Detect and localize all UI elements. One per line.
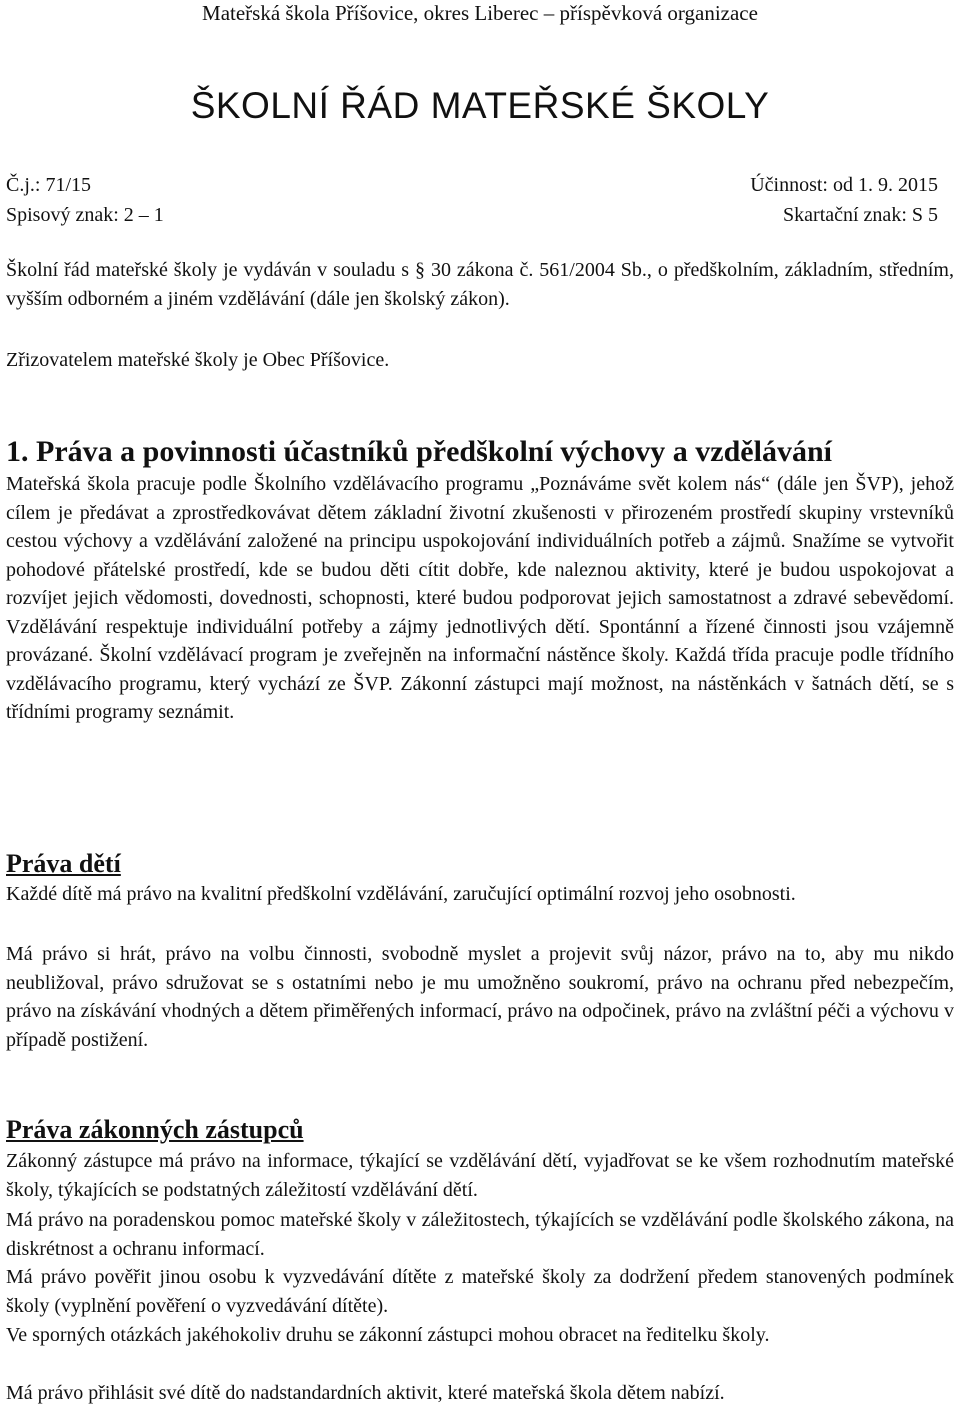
file-code: Spisový znak: 2 – 1 xyxy=(6,204,164,226)
founder-paragraph: Zřizovatelem mateřské školy je Obec Příšovice. xyxy=(6,349,390,371)
intro-paragraph: Školní řád mateřské školy je vydáván v souladu s § 30 zákona č. 561/2004 Sb., o předškolním, základním, středním, vyšším odborném a jiném vzdělávání (dále jen školský zákon). xyxy=(6,259,954,310)
section-1-body: Mateřská škola pracuje podle Školního vzdělávacího programu „Poznáváme svět kolem nás“ (dále jen ŠVP), jehož cílem je předávat a zprostředkovávat dětem základní životní zkušenosti v přirozeném prostředí skupiny vrstevníků cestou výchovy a vzdělávání založené na principu uspokojování individuálních potřeb a zájmů. Snažíme se vytvořit pohodové přátelské prostředí, kde se budou děti cítit dobře, kde naleznou aktivity, které je budou uspokojovat a rozvíjet jejich vědomosti, dovednosti, schopnosti, které budou podporovat jejich samostatnost a zdravé sebevědomí. Vzdělávání respektuje individuální potřeby a zájmy jednotlivých dětí. Spontánní a řízené činnosti jsou vzájemně provázané. Školní vzdělávací program je zveřejněn na informační nástěnce školy. Každá třída pracuje podle třídního vzdělávacího programu, který vychází ze ŠVP. Zákonní zástupci mají možnost, na nástěnkách v šatnách dětí, se s třídními programy seznámit. xyxy=(6,473,954,723)
effective-date: Účinnost: od 1. 9. 2015 xyxy=(750,174,938,196)
guardian-rights-paragraph-4: Ve sporných otázkách jakéhokoliv druhu se zákonní zástupci mohou obracet na ředitelku školy. xyxy=(6,1324,770,1346)
guardian-rights-paragraph-5: Má právo přihlásit své dítě do nadstandardních aktivit, které mateřská škola dětem nabízí. xyxy=(6,1382,725,1404)
guardian-rights-paragraph-1: Zákonný zástupce má právo na informace, týkající se vzdělávání dětí, vyjadřovat se ke všem rozhodnutím mateřské školy, týkajících se podstatných záležitostí vzdělávání dětí. xyxy=(6,1150,954,1201)
shredding-code: Skartační znak: S 5 xyxy=(783,204,938,226)
organization-header: Mateřská škola Příšovice, okres Liberec – příspěvková organizace xyxy=(202,1,758,25)
reference-number: Č.j.: 71/15 xyxy=(6,174,92,196)
guardian-rights-paragraph-3: Má právo pověřit jinou osobu k vyzvedávání dítěte z mateřské školy za dodržení předem stanovených podmínek školy (vyplnění pověření o vyzvedávání dítěte). xyxy=(6,1266,954,1317)
guardian-rights-heading: Práva zákonných zástupců xyxy=(6,1115,304,1144)
children-rights-paragraph-1: Každé dítě má právo na kvalitní předškolní vzdělávání, zaručující optimální rozvoj jeho osobnosti. xyxy=(6,883,796,905)
children-rights-paragraph-2: Má právo si hrát, právo na volbu činnosti, svobodně myslet a projevit svůj názor, právo na to, aby mu nikdo neubližoval, právo sdružovat se s ostatními nebo je mu umožněno soukromí, právo na ochranu před nebezpečím, právo na získávání vhodných a dětem přiměřených informací, právo na odpočinek, právo na zvláštní péči a výchovu v případě postižení. xyxy=(6,943,954,1051)
document-title: ŠKOLNÍ ŘÁD MATEŘSKÉ ŠKOLY xyxy=(190,85,770,126)
guardian-rights-paragraph-2: Má právo na poradenskou pomoc mateřské školy v záležitostech, týkajících se vzdělávání podle školského zákona, na diskrétnost a ochranu informací. xyxy=(6,1209,954,1260)
section-1-heading: 1. Práva a povinnosti účastníků předškolní výchovy a vzdělávání xyxy=(6,435,832,468)
children-rights-heading: Práva dětí xyxy=(6,849,121,878)
